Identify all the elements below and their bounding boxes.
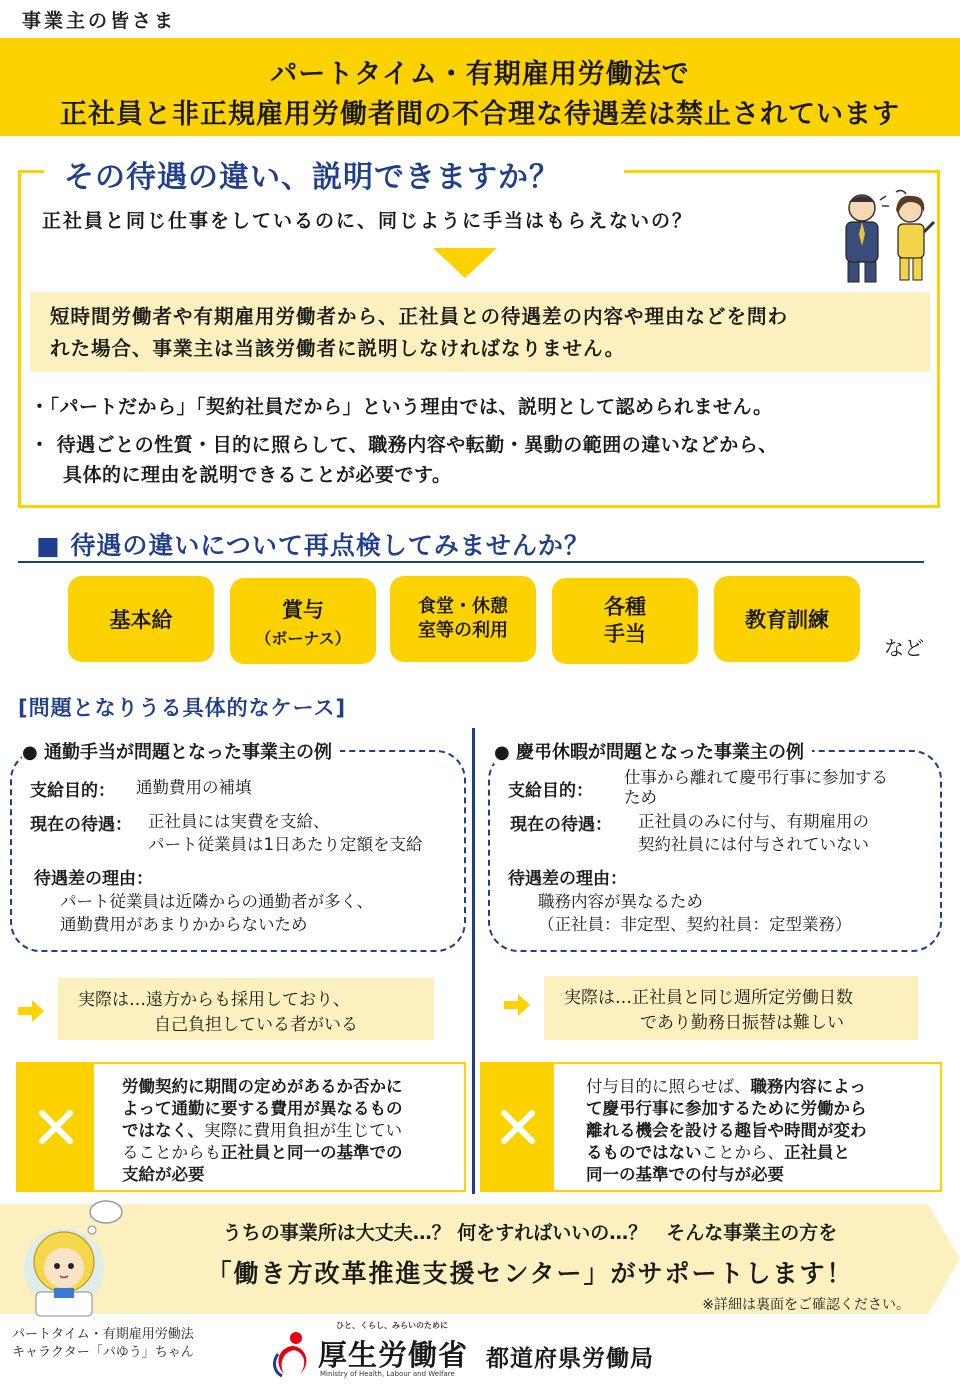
worker-question: 正社員と同じ仕事をしているのに、同じように手当はもらえないの？ (42, 210, 694, 232)
ng-cross-icon (482, 1064, 554, 1190)
headline-line1: パートタイム・有期雇用労働法で (270, 59, 690, 90)
ministry-tagline: ひと、くらし、みらいのために (336, 1321, 448, 1330)
right-reason-label: 待遇差の理由： (508, 869, 627, 889)
treatment-allowances: 各種 手当 (552, 578, 698, 664)
prefectural-bureau: 都道府県労働局 (486, 1346, 654, 1372)
ministry-name: 厚生労働省 (318, 1338, 469, 1372)
treatment-cafeteria: 食堂・休憩 室等の利用 (390, 576, 536, 662)
right-ng-text: 付与目的に照らせば、職務内容によっ て慶弔行事に参加するために労働から 離れる機会を設ける趣旨や時間が変わ るものではないことから、正社員と 同一の基準での付与が必要 (586, 1077, 867, 1184)
bullet-explain: ・ 待遇ごとの性質・目的に照らして、職務内容や転勤・異動の範囲の違いなどから、 具体的に理由を説明できることが必要です。 (30, 434, 778, 486)
support-note: ※詳細は裏面をご確認ください。 (702, 1297, 910, 1313)
etc-label: など (884, 636, 924, 660)
payu-chan-character (14, 1198, 134, 1322)
headline-band (0, 38, 960, 136)
treatment-bonus: 賞与 （ボーナス） (230, 578, 376, 664)
arrow-right-icon (502, 990, 532, 1020)
right-case-title: ● 慶弔休暇が問題となった事業主の例 (494, 738, 812, 764)
left-case-title: ● 通勤手当が問題となった事業主の例 (22, 738, 340, 764)
left-current-label: 現在の待遇： (30, 815, 132, 835)
ng-cross-icon (18, 1064, 94, 1190)
treatment-basic-pay: 基本給 (68, 576, 214, 662)
left-current: 正社員には実費を支給、 パート従業員は1日あたり定額を支給 (148, 812, 423, 854)
audience-label: 事業主の皆さま (22, 10, 177, 32)
left-reality: 実際は…遠方からも採用しており、 自己負担している者がいる (58, 978, 434, 1040)
right-reason: 職務内容が異なるため （正社員：非定型、契約社員：定型業務） (538, 892, 852, 934)
character-caption: パートタイム・有期雇用労働法 キャラクター「パゆう」ちゃん (12, 1327, 194, 1360)
explanation-text: 短時間労働者や有期雇用労働者から、正社員との待遇差の内容や理由などを問わ れた場合、事業主は当該労働者に説明しなければなりません。 (50, 305, 789, 360)
recheck-heading: ■ 待遇の違いについて再点検してみませんか？ (36, 531, 590, 560)
right-current-label: 現在の待遇： (510, 815, 612, 835)
support-question: うちの事業所は大丈夫…？ 何をすればいいの…？ そんな事業主の方を (222, 1222, 838, 1244)
down-arrow-icon (433, 248, 497, 278)
arrow-right-icon (16, 996, 46, 1026)
headline-line2: 正社員と非正規雇用労働者間の不合理な待遇差は禁止されています (60, 99, 900, 130)
cases-heading: [問題となりうる具体的なケース] (18, 696, 347, 720)
bullet-part-time: ・「パートだから」「契約社員だから」という理由では、説明として認められません。 (30, 396, 773, 418)
section-divider (18, 561, 924, 563)
left-reason-label: 待遇差の理由： (34, 869, 153, 889)
left-purpose-label: 支給目的： (30, 781, 115, 801)
right-purpose: 仕事から離れて慶弔行事に参加する ため (624, 768, 888, 807)
right-ng-box (480, 1062, 942, 1192)
support-center: 「働き方改革推進支援センター」がサポートします！ (206, 1259, 854, 1288)
left-ng-text: 労働契約に期間の定めがあるか否かに よって通勤に要する費用が異なるもの ではなく、実際に費用負担が生じてい ることからも正社員と同一の基準での 支給が必要 (122, 1077, 403, 1184)
ministry-english: Ministry of Health, Labour and Welfare (320, 1370, 455, 1378)
workers-illustration (832, 186, 944, 286)
cases-divider (472, 728, 475, 1194)
right-purpose-label: 支給目的： (508, 781, 593, 801)
left-purpose: 通勤費用の補填 (136, 778, 252, 797)
right-reality: 実際は…正社員と同じ週所定労働日数 であり勤務日振替は難しい (544, 976, 918, 1040)
mhlw-logo-icon (270, 1330, 314, 1378)
question-title: その待遇の違い、説明できますか？ (64, 160, 560, 195)
left-reason: パート従業員は近隣からの通勤者が多く、 通勤費用があまりかからないため (60, 892, 374, 934)
right-current: 正社員のみに付与、有期雇用の 契約社員には付与されていない (638, 812, 869, 854)
treatment-training: 教育訓練 (714, 576, 860, 662)
left-ng-box (16, 1062, 466, 1192)
